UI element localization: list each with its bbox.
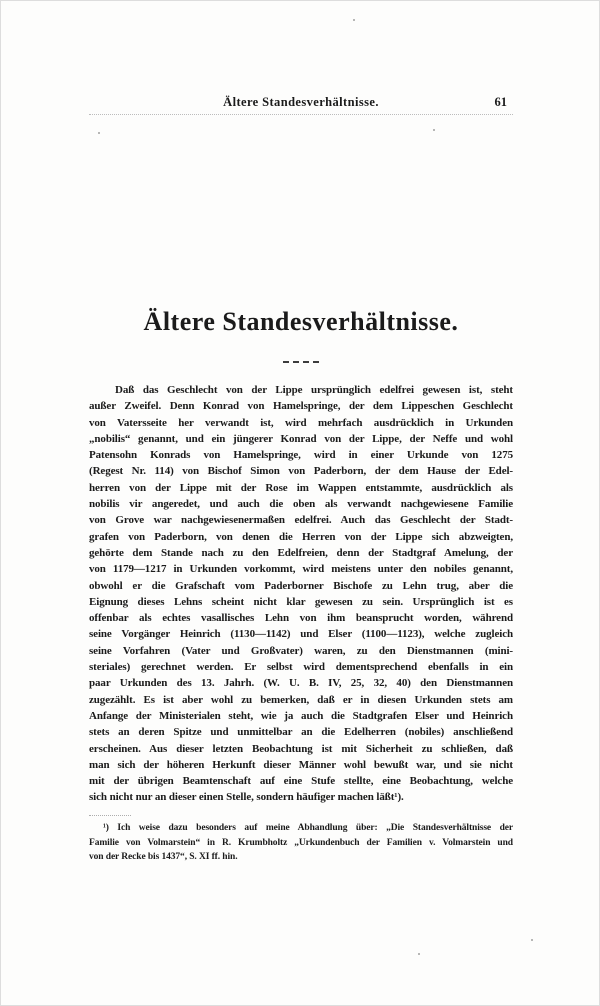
page-number: 61 [494, 95, 507, 109]
chapter-title: Ältere Standesverhältnisse. [143, 307, 459, 336]
text-line: offenbar als echtes vasallisches Lehn von ihm beansprucht worden, während [89, 612, 513, 625]
text-line: zugezählt. Es ist aber wohl zu bemerken, daß er in diesen Urkunden stets am [89, 693, 513, 706]
footnote-line: von der Recke bis 1437“, S. XI ff. hin. [89, 852, 238, 863]
text-line: von Grove war nachgewiesenermaßen edelfrei. Auch das Geschlecht der Stadt- [89, 514, 513, 527]
scan-speck [531, 939, 533, 941]
header-rule-artifact [89, 114, 513, 115]
footnote-separator [89, 815, 131, 816]
text-line: obwohl er die Grafschaft vom Paderborner Bischofe zu Lehn trug, aber die [89, 579, 513, 592]
text-line: gehörte dem Stande nach zu den Edelfreien, denn der Stadtgraf Amelung, der [89, 546, 513, 559]
text-line: seine Vorgänger Heinrich (1130—1142) und Elser (1100—1123), welche zugleich [89, 628, 513, 641]
body-text [89, 382, 513, 806]
text-line: stets an deren Spitze und unmittelbar an die Edelherren (nobiles) anschließend [89, 726, 513, 739]
text-line: von 1179—1217 in Urkunden vorkommt, wird meistens unter den nobiles genannt, [89, 563, 513, 576]
footnote-line: Familie von Volmarstein“ in R. Krumbholtz „Urkundenbuch der Familien v. Volmarstein und [89, 837, 513, 848]
text-line: Eignung dieses Lehns scheint nicht klar gewesen zu sein. Ursprünglich ist es [89, 595, 513, 608]
text-line: paar Urkunden des 13. Jahrh. (W. U. B. IV, 25, 32, 40) den Dienstmannen [89, 677, 513, 690]
footnote-line: ¹) Ich weise dazu besonders auf meine Abhandlung über: „Die Standesverhältnisse der [103, 823, 513, 833]
text-line: herren von der Lippe mit der Rose im Wappen entstammte, ausdrücklich als [89, 481, 513, 494]
text-line: Daß das Geschlecht von der Lippe ursprünglich edelfrei gewesen ist, steht [115, 384, 513, 396]
text-line: sich nicht nur an dieser einen Stelle, sondern häufiger machen läßt¹). [89, 791, 404, 804]
footnote [89, 821, 513, 865]
text-line: (Regest Nr. 114) von Bischof Simon von Paderborn, der dem Hause der Edel- [89, 465, 513, 478]
scan-speck [418, 953, 420, 955]
text-line: man sich der höheren Herkunft dieser Männer wohl bewußt war, und sie nicht [89, 758, 513, 771]
text-line: nobilis vir angeredet, und auch die oben als verwandt nachgewiesene Familie [89, 498, 513, 511]
title-flourish [283, 361, 319, 363]
scan-speck [98, 132, 100, 134]
text-line: erscheinen. Aus dieser letzten Beobachtung ist mit Sicherheit zu schließen, daß [89, 742, 513, 755]
running-header [89, 95, 513, 113]
scan-speck [433, 129, 435, 131]
scan-speck [353, 19, 355, 21]
text-line: steriales) gerechnet werden. Er selbst wird dementsprechend ebenfalls in ein [89, 661, 513, 674]
text-line: grafen von Paderborn, von denen die Herren von der Lippe sich abzweigten, [89, 530, 513, 543]
running-title: Ältere Standesverhältnisse. [223, 95, 379, 109]
text-line: „nobilis“ genannt, und ein jüngerer Konrad von der Lippe, der Neffe und wohl [89, 432, 513, 445]
text-line: Patensohn Konrads von Hamelspringe, wird in einer Urkunde von 1275 [89, 449, 513, 462]
text-line: von Vatersseite her verwandt ist, wird mehrfach ausdrücklich in Urkunden [89, 416, 513, 429]
text-line: mit der übrigen Beamtenschaft auf eine Stufe stellte, eine Beobachtung, welche [89, 775, 513, 788]
text-line: seine Vorfahren (Vater und Großvater) waren, zu den Dienstmannen (mini- [89, 644, 513, 657]
text-line: Anfange der Ministerialen steht, wie ja auch die Stadtgrafen Elser und Heinrich [89, 709, 513, 722]
text-line: außer Zweifel. Denn Konrad von Hamelspringe, der dem Lippeschen Geschlecht [89, 400, 513, 413]
